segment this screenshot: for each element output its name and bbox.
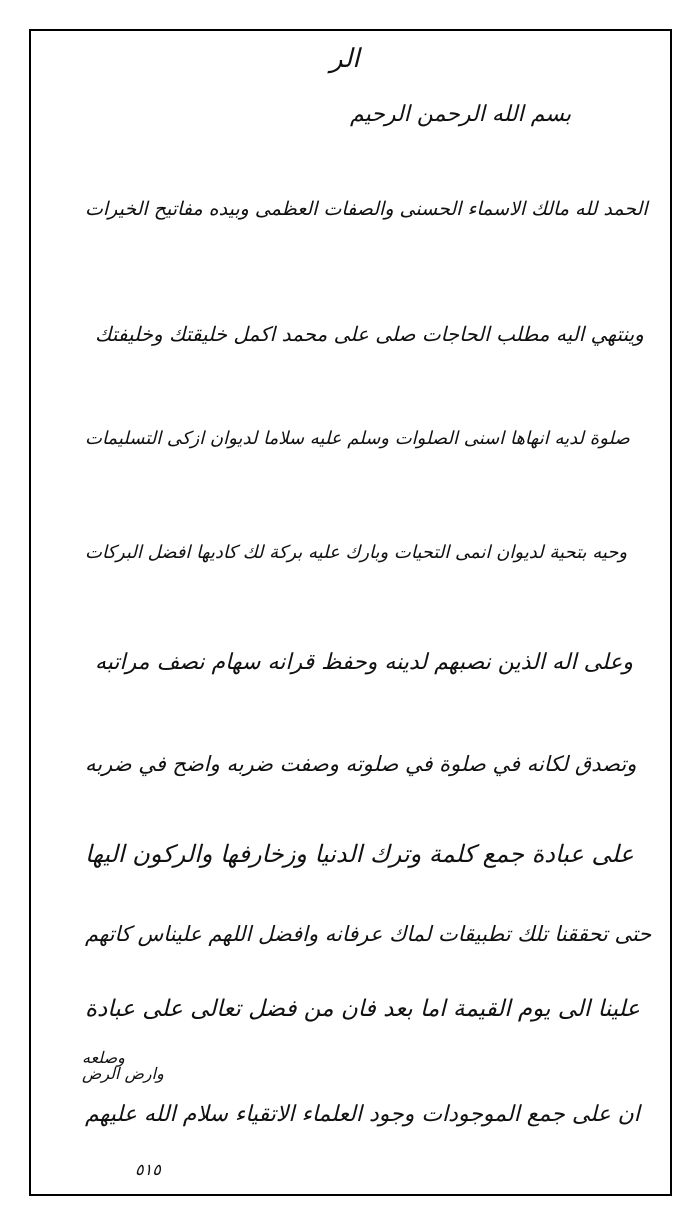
manuscript-line: علينا الى يوم القيمة اما بعد فان من فضل تعالى على عبادة [85, 996, 640, 1022]
margin-note: وارض الرض [82, 1064, 164, 1083]
margin-note: وصلعه [82, 1048, 125, 1067]
manuscript-line: صلوة لديه انهاها اسنى الصلوات وسلم عليه سلاما لديوان ازكى التسليمات [85, 428, 630, 449]
manuscript-line: على عبادة جمع كلمة وترك الدنيا وزخارفها والركون اليها [85, 840, 634, 868]
top-mark: الر [330, 44, 360, 74]
basmala: بسم الله الرحمن الرحيم [350, 102, 572, 127]
page-number: ٥١٥ [135, 1160, 161, 1179]
manuscript-line: وتصدق لكانه في صلوة في صلوته وصفت ضربه واضح في ضربه [85, 752, 637, 776]
manuscript-line: ان على جمع الموجودات وجود العلماء الاتقياء سلام الله عليهم [85, 1102, 640, 1127]
manuscript-line: حتى تحققنا تلك تطبيقات لماك عرفانه وافضل اللهم عليناس كاتهم [85, 922, 652, 946]
manuscript-line: وحيه بتحية لديوان انمى التحيات وبارك عليه بركة لك كاديها افضل البركات [85, 542, 628, 563]
manuscript-line: الحمد لله مالك الاسماء الحسنى والصفات العظمى وبيده مفاتيح الخيرات [85, 198, 648, 220]
manuscript-line: وعلى اله الذين نصبهم لدينه وحفظ قرانه سهام نصف مراتبه [95, 650, 633, 675]
manuscript-line: وينتهي اليه مطلب الحاجات صلى على محمد اكمل خليقتك وخليفتك [95, 322, 644, 346]
